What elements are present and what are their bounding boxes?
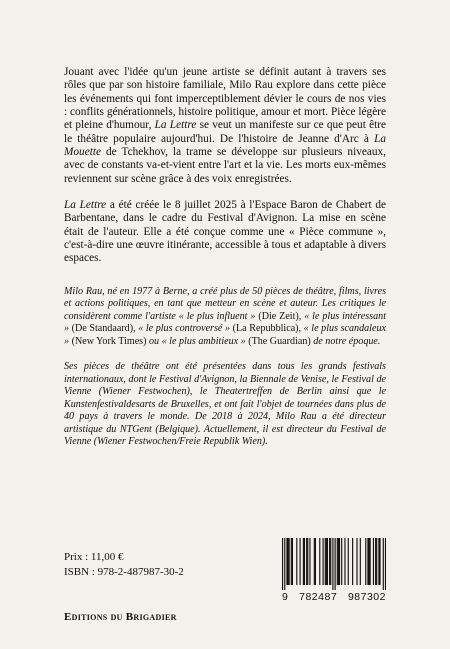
premiere-paragraph [64, 199, 386, 266]
barcode-bar [360, 538, 361, 585]
barcode-bar [341, 538, 342, 585]
text-run: se veut un manifeste sur ce que peut être le théâtre populaire aujourd'hui. De l'histoire de Jeanne d'Arc à [64, 119, 387, 145]
barcode-bar [314, 538, 315, 585]
text-run: La Mouette [64, 132, 386, 159]
barcode-bar [327, 538, 328, 585]
barcode-digits-right: 987302 [347, 591, 386, 603]
barcode-bar [309, 538, 310, 585]
barcode-bar [286, 538, 287, 585]
barcode-bar [379, 538, 380, 585]
barcode-digits-left: 782487 [299, 591, 338, 603]
text-run: Ses pièces de théâtre ont été présentées dans tous les grands festivals internationaux, dont le Festival d'Avignon, la Biennale de Venise, le Festival de Vienne (Wiener Festwochen), le Theatertreffen de Berlin ainsi que le Kunstenfestivaldesarts de Bruxelles, et ont fait l'objet de tournées dans plus de 40 pays à travers le monde. De 2018 à 2024, Milo Rau a été directeur artistique du NTGent (Belgique). Actuellement, il est directeur du Festival de Vienne (Wiener Festwochen/Freie Republik Wien). [64, 361, 386, 448]
barcode-bar [338, 538, 339, 585]
barcode-bar [356, 538, 357, 585]
text-run: Jouant avec l'idée qu'un jeune artiste se définit autant à travers ses rôles que par son histoire familiale, Milo Rau explore dans cette pièce les événements qui font imperceptiblement dévier le cours de nos vies : conflits générationnels, histoire politique, amour et mort. Pièce légère et pleine d'humour, [64, 66, 386, 132]
barcode-bar [352, 538, 353, 585]
barcode-bar [332, 538, 333, 590]
barcode-bar [306, 538, 307, 585]
text-run: Milo Rau, né en 1977 à Berne, a créé plus de 50 pièces de théâtre, films, livres et actions politiques, en tant que metteur en scène et auteur. Les critiques le considèrent comme l'artiste « le plus influent » [64, 285, 386, 322]
barcode-bar [367, 538, 368, 585]
barcode-bar [335, 538, 336, 590]
barcode-bar [326, 538, 327, 585]
text-run: (New York Times) [71, 335, 147, 347]
barcode-bar [375, 538, 376, 585]
barcode-bar [337, 538, 338, 585]
barcode-digit-first: 9 [282, 591, 289, 603]
text-run: , « le plus intéressant » [64, 310, 386, 335]
price-isbn-block [64, 550, 184, 579]
barcode-bar [344, 538, 345, 585]
text-run: ou « le plus ambitieux » [146, 335, 249, 347]
barcode-bar [385, 538, 386, 590]
barcode-bar [329, 538, 330, 585]
text-run: (Die Zeit) [258, 310, 299, 322]
text-run: , « le plus controversé » [133, 323, 233, 335]
text-run: de Tchekhov, la trame se développe sur plusieurs niveaux, avec de constants va-et-vient entre l'art et la vie. Les morts eux-mêmes reviennent sur scène grâce à des voix enregistrées. [64, 146, 386, 185]
barcode-bar [307, 538, 308, 585]
price-text: Prix : 11,00 € [64, 551, 124, 563]
barcode-bar [330, 538, 331, 585]
text-run: (De Standaard) [71, 323, 134, 335]
barcode-bar [348, 538, 349, 585]
author-bio-paragraph [64, 286, 386, 349]
barcode-bar [296, 538, 297, 585]
text-run: La Lettre [154, 119, 197, 132]
barcode-bar [289, 538, 290, 585]
text-run: a été créée le 8 juillet 2025 à l'Espace Baron de Chabert de Barbentane, dans le cadre du Festival d'Avignon. La mise en scène était de l'auteur. Elle a été conçue comme une « Pièce commune », c'est-à-dire une œuvre itinérante, accessible à tous et adaptable à divers espaces. [64, 199, 386, 265]
barcode-bar [339, 538, 340, 585]
barcode-bar [300, 538, 301, 585]
barcode-bar [373, 538, 374, 585]
barcode-bar [323, 538, 324, 585]
synopsis-paragraph [64, 66, 386, 186]
barcode-bar [365, 538, 366, 585]
barcode-bar [378, 538, 379, 585]
publisher-name: Editions du Brigadier [64, 611, 177, 623]
barcode-bar [383, 538, 384, 590]
isbn-text: ISBN : 978-2-487987-30-2 [64, 565, 184, 578]
barcode-bar [292, 538, 293, 585]
barcode-bar [368, 538, 369, 585]
barcode-digits [282, 591, 386, 603]
barcode-bar [284, 538, 285, 590]
barcode-bar [370, 538, 371, 585]
text-run: , « le plus scandaleux » [64, 323, 386, 347]
back-cover-text [64, 66, 386, 449]
barcode-bar [287, 538, 288, 585]
barcode-bar [282, 538, 283, 590]
text-run: (The Guardian) [248, 335, 311, 347]
text-run: (La Repubblica) [232, 323, 299, 335]
text-run: de notre époque. [310, 335, 381, 347]
barcode-bar [315, 538, 316, 585]
barcode-bar [325, 538, 326, 585]
barcode-bar [291, 538, 292, 585]
text-run: La Lettre [64, 199, 107, 212]
barcode-bar [376, 538, 377, 585]
isbn-barcode [282, 538, 386, 603]
barcode-bar [319, 538, 320, 585]
barcode-bars [282, 538, 386, 590]
barcode-bar [304, 538, 305, 585]
author-career-paragraph [64, 361, 386, 449]
barcode-bar [303, 538, 304, 585]
